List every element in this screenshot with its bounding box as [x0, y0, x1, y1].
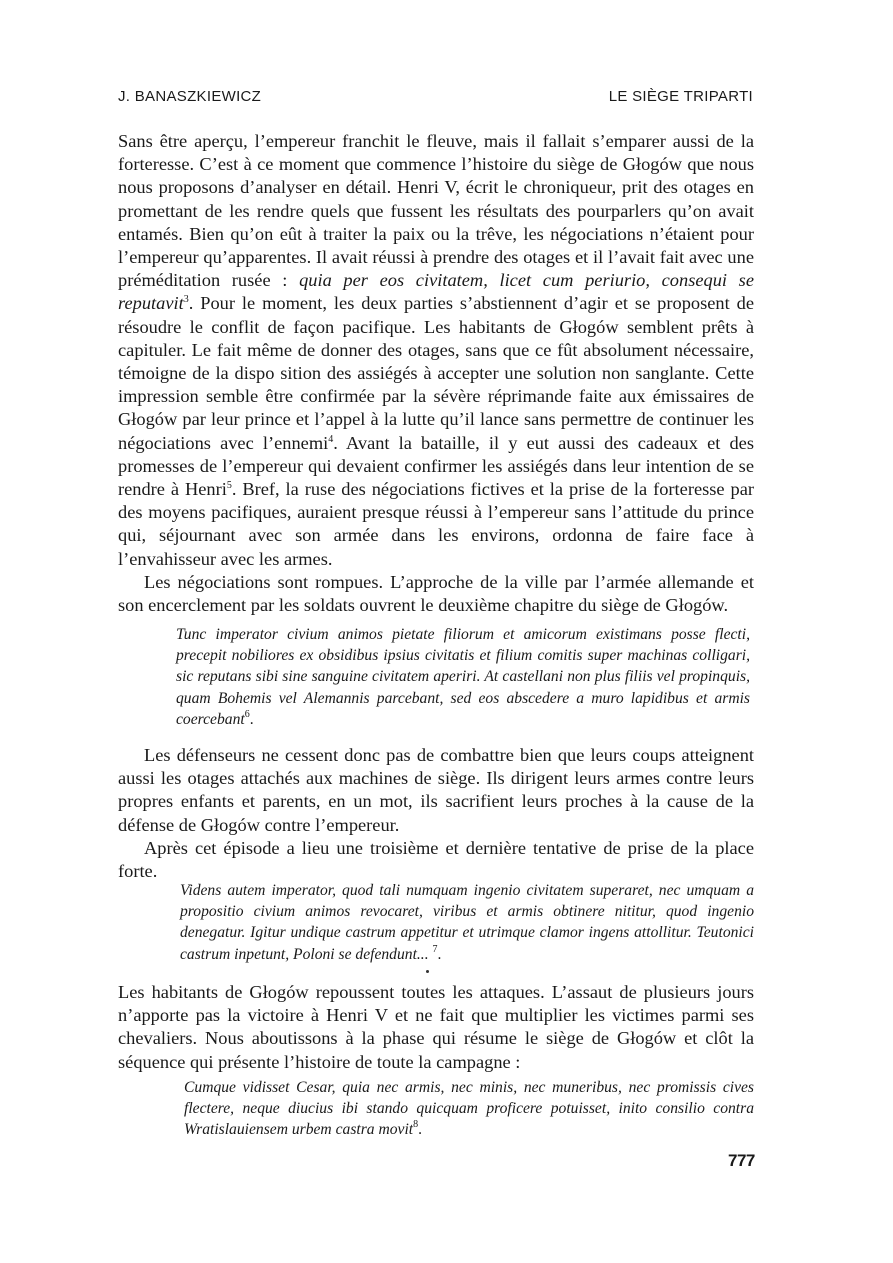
paragraph-3: Les défenseurs ne cessent donc pas de combattre bien que leurs coups atteignent aussi les otages attachés aux machines de siège. Ils dirigent leurs armes contre leurs propres enfants et parents, en un mot, ils sacrifient leurs proches à la cause de la défense de Głogów contre l’empereur.: [118, 745, 754, 835]
footnote-ref-3: 3: [183, 294, 189, 306]
separator-dot: [426, 970, 429, 973]
block-quote-2: [180, 880, 754, 965]
text-block-3: [118, 981, 754, 1074]
quote-3-end: .: [418, 1121, 423, 1139]
footnote-ref-4: 4: [328, 433, 334, 445]
footnote-ref-6: 6: [244, 708, 250, 720]
paragraph-1-part-d: . Bref, la ruse des négociations fictives et la prise de la forteresse par des moyens pacifiques, auraient presque réussi à l’empereur sans l’attitude du prince qui, séjournant avec son armée dans les environs, ordonna de faire face à l’envahisseur avec les armes.: [118, 479, 754, 569]
page-number: 777: [728, 1151, 755, 1170]
header-author: J. BANASZKIEWICZ: [118, 88, 262, 105]
paragraph-1-part-c: . Avant la bataille, il y eut aussi des cadeaux et des promesses de l’empereur qui devaient confirmer les assiégés dans leur intention de se rendre à Henri: [118, 432, 754, 500]
text-block-2: [118, 744, 754, 883]
paragraph-1-part-b: . Pour le moment, les deux parties s’abstiennent d’agir et se proposent de résoudre le conflit de façon pacifique. Les habitants de Głogów semblent prêts à capituler. Le fait même de donner des otages, sans que ce fût absolument nécessaire, témoigne de la dispo sition des assiégés à accepter une solution non sanglante. Cette impression semble être confirmée par la sévère réprimande faite aux émissaires de Głogów par leur prince et l’appel à la lutte qu’il lance sans permettre de continuer les négociations avec l’ennemi: [118, 293, 754, 453]
quote-2-text: Videns autem imperator, quod tali numquam ingenio civitatem superaret, nec umquam a propositio civium animos revocaret, viribus et armis obtinere nititur, quod ingenio denegatur. Igitur undique castrum appetitur et utrimque clamor ingens attollitur. Teutonici castrum inpetunt, Poloni se defendunt...: [180, 882, 754, 963]
footnote-ref-8: 8: [413, 1119, 419, 1131]
footnote-ref-5: 5: [226, 480, 232, 492]
paragraph-1: [118, 130, 754, 571]
quote-3-text: Cumque vidisset Cesar, quia nec armis, nec minis, nec muneribus, nec promissis cives flectere, neque diucius ibi stando quicquam proficere potuisset, inito consilio contra Wratislauiensem urbem castra movit: [184, 1079, 754, 1139]
footnote-ref-7: 7: [432, 943, 438, 955]
latin-citation: quia per eos civitatem, licet cum periurio, consequi se reputavit: [118, 270, 755, 314]
paragraph-5: Les habitants de Głogów repoussent toutes les attaques. L’assaut de plusieurs jours n’apporte pas la victoire à Henri V et ne fait que multiplier les victimes parmi ses chevaliers. Nous aboutissons à la phase qui résume le siège de Głogów et clôt la séquence qui présente l’histoire de toute la campagne :: [118, 982, 754, 1072]
paragraph-1-part-a: Sans être aperçu, l’empereur franchit le fleuve, mais il fallait s’emparer aussi de la forteresse. C’est à ce moment que commence l’histoire du siège de Głogów que nous nous proposons d’analyser en détail. Henri V, écrit le chroniqueur, prit des otages en promettant de les rendre quels que fussent les résultats des pourparlers qu’on avait entamés. Bien qu’on eût à traiter la paix ou la trêve, les négociations n’étaient pour l’empereur qu’apparentes. Il avait réussi à prendre des otages et il l’avait fait avec une préméditation rusée :: [118, 131, 754, 291]
paragraph-2: Les négociations sont rompues. L’approche de la ville par l’armée allemande et son encerclement par les soldats ouvrent le deuxième chapitre du siège de Głogów.: [118, 571, 754, 616]
quote-1-text: Tunc imperator civium animos pietate filiorum et amicorum existimans posse flecti, precepit nobiliores ex obsidibus ipsius civitatis et filium comitis super machinas colligari, sic reputans sibi sine sanguine civitatem aperiri. At castellani non plus filiis vel propinquis, quam Bohemis vel Alemannis parcebant, sed eos abscedere a muro lapidibus et armis coercebant: [176, 626, 750, 728]
text-block-1: [118, 130, 754, 617]
block-quote-1: [176, 624, 750, 730]
quote-1-end: .: [249, 710, 254, 728]
header-title: LE SIÈGE TRIPARTI: [608, 88, 753, 105]
quote-2-end: .: [437, 945, 442, 963]
block-quote-3: [184, 1077, 754, 1141]
paragraph-4: Après cet épisode a lieu une troisième et dernière tentative de prise de la place forte.: [118, 837, 754, 882]
